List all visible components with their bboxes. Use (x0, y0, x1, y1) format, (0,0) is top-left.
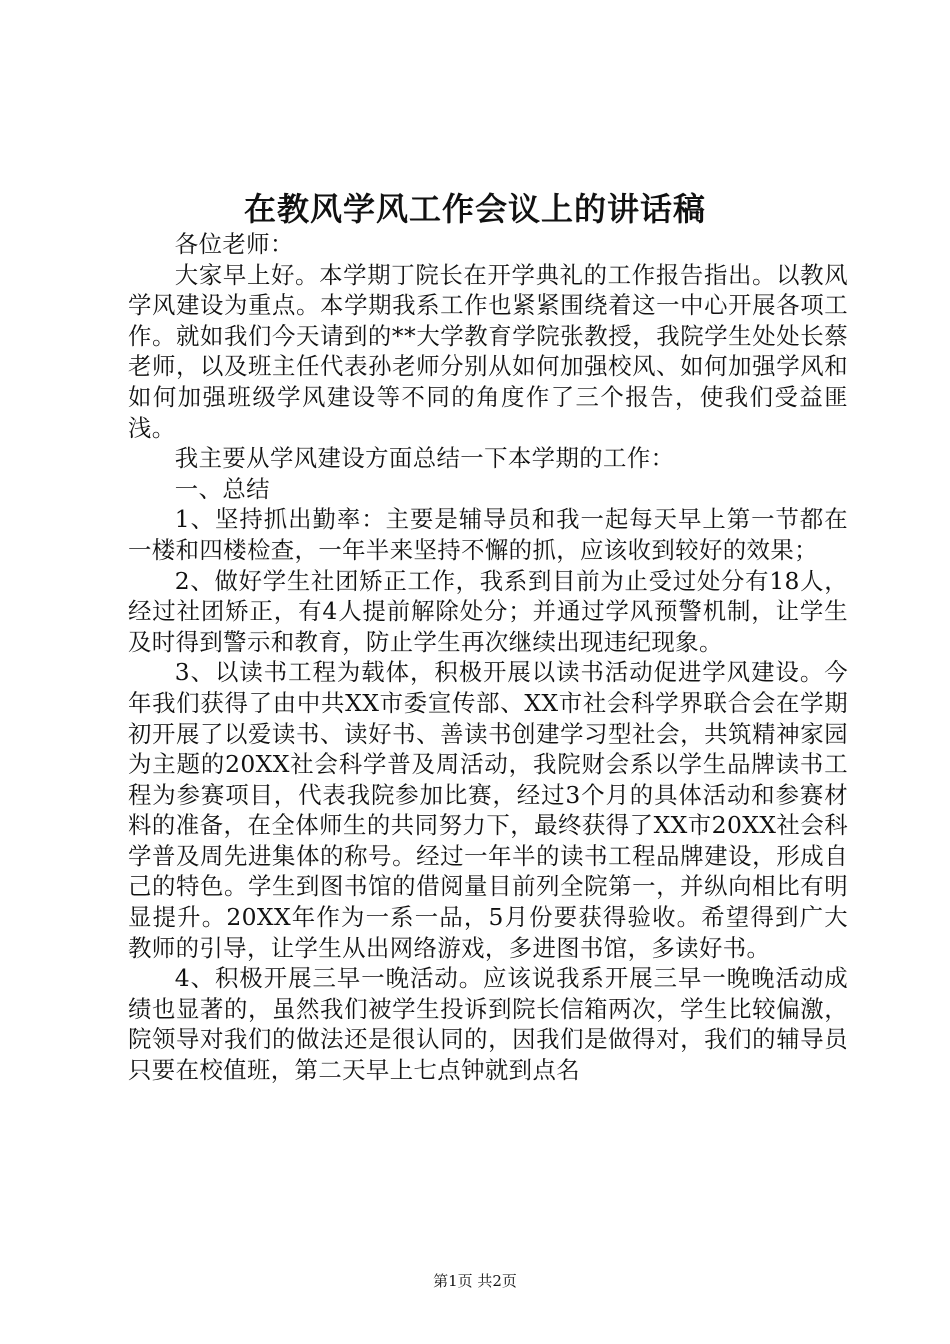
salutation-paragraph: 各位老师： (174, 230, 294, 258)
document-body (128, 229, 848, 1086)
opening-paragraph: 大家早上好。本学期丁院长在开学典礼的工作报告指出。以教风学风建设为重点。本学期我系工作也紧紧围绕着这一中心开展各项工作。就如我们今天请到的**大学教育学院张教授，我院学生处处长蔡老师，以及班主任代表孙老师分别从如何加强校风、如何加强学风和如何加强班级学风建设等不同的角度作了三个报告，使我们受益匪浅。 (128, 260, 848, 442)
page-footer: 第1页 共2页 (433, 1272, 517, 1290)
item-2-paragraph: 2、做好学生社团矫正工作，我系到目前为止受过处分有18人，经过社团矫正，有4人提前解除处分；并通过学风预警机制，让学生及时得到警示和教育，防止学生再次继续出现违纪现象。 (128, 566, 848, 656)
item-4-paragraph: 4、积极开展三早一晚活动。应该说我系开展三早一晚晚活动成绩也显著的，虽然我们被学生投诉到院长信箱两次，学生比较偏激，院领导对我们的做法还是很认同的，因我们是做得对，我们的辅导员只要在校值班，第二天早上七点钟就到点名 (128, 964, 848, 1085)
item-1-paragraph: 1、坚持抓出勤率：主要是辅导员和我一起每天早上第一节都在一楼和四楼检查，一年半来坚持不懈的抓，应该收到较好的效果； (128, 505, 848, 564)
document-title: 在教风学风工作会议上的讲话稿 (243, 190, 706, 228)
intro-paragraph: 我主要从学风建设方面总结一下本学期的工作： (174, 444, 675, 473)
section-heading: 一、总结 (174, 474, 270, 503)
item-3-paragraph: 3、以读书工程为载体，积极开展以读书活动促进学风建设。今年我们获得了由中共XX市委宣传部、XX市社会科学界联合会在学期初开展了以爱读书、读好书、善读书创建学习型社会，共筑精神家园为主题的20XX社会科学普及周活动，我院财会系以学生品牌读书工程为参赛项目，代表我院参加比赛，经过3个月的具体活动和参赛材料的准备，在全体师生的共同努力下，最终获得了XX市20XX社会科学普及周先进集体的称号。经过一年半的读书工程品牌建设，形成自己的特色。学生到图书馆的借阅量目前列全院第一，并纵向相比有明显提升。20XX年作为一系一品，5月份要获得验收。希望得到广大教师的引导，让学生从出网络游戏，多进图书馆，多读好书。 (128, 658, 848, 962)
